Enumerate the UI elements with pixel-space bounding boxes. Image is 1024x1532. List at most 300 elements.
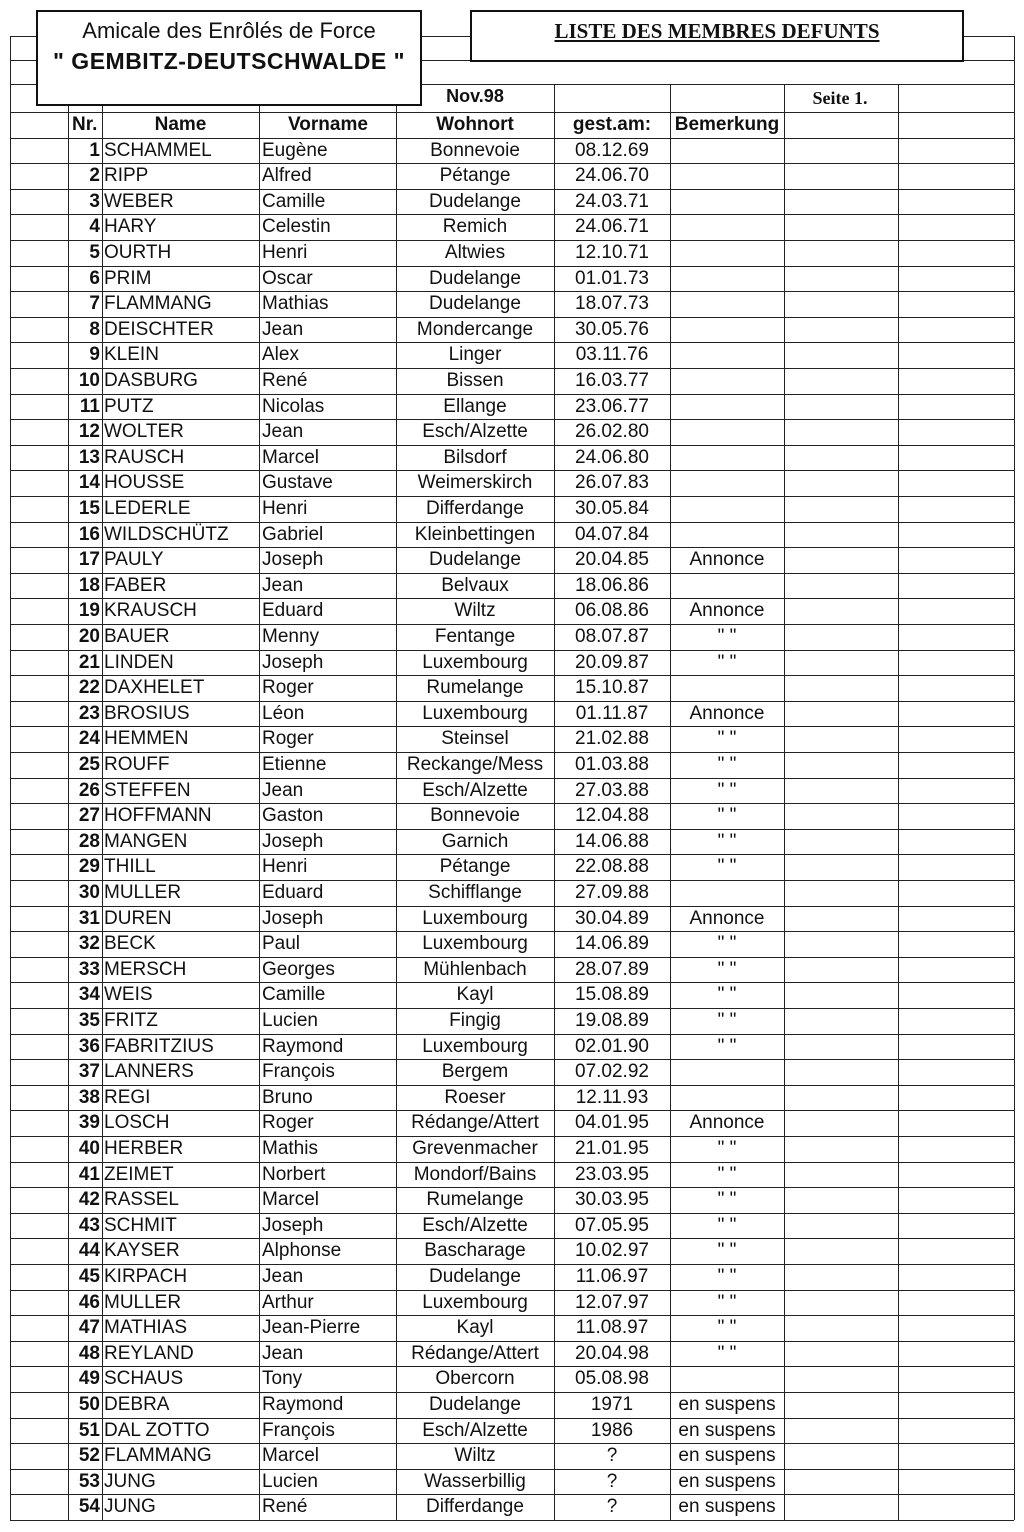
organization-subtitle: " GEMBITZ-DEUTSCHWALDE " xyxy=(53,48,405,74)
death-date: 08.12.69 xyxy=(575,139,649,161)
death-date: 21.01.95 xyxy=(575,1137,649,1159)
last-name: PAULY xyxy=(104,549,164,571)
first-name: Marcel xyxy=(262,446,320,468)
death-date: 30.05.76 xyxy=(575,318,649,340)
death-date: 27.03.88 xyxy=(575,779,649,801)
death-date: 07.02.92 xyxy=(575,1061,649,1083)
residence: Luxembourg xyxy=(422,933,528,955)
remark xyxy=(672,522,782,547)
remark xyxy=(672,291,782,316)
remark: " " xyxy=(717,1009,737,1031)
row-number: 9 xyxy=(89,344,100,366)
death-date: 26.07.83 xyxy=(575,472,649,494)
residence: Fentange xyxy=(434,625,516,647)
death-date: 16.03.77 xyxy=(575,369,649,391)
death-date: 12.11.93 xyxy=(575,1086,649,1108)
residence: Ellange xyxy=(443,395,507,417)
first-name: Gaston xyxy=(262,805,324,827)
first-name: Eduard xyxy=(262,881,324,903)
residence: Kleinbettingen xyxy=(414,523,536,545)
last-name: SCHAUS xyxy=(104,1368,184,1390)
column-header: Bemerkung xyxy=(674,114,780,135)
residence: Bergem xyxy=(441,1061,509,1083)
residence: Wiltz xyxy=(454,1445,496,1467)
row-number: 52 xyxy=(78,1445,100,1467)
row-number: 40 xyxy=(78,1137,100,1159)
first-name: Jean xyxy=(262,421,304,443)
row-number: 39 xyxy=(78,1112,100,1134)
last-name: LANNERS xyxy=(104,1061,194,1083)
residence: Dudelange xyxy=(429,293,521,315)
document-date: Nov.98 xyxy=(446,86,504,106)
first-name: Camille xyxy=(262,190,326,212)
last-name: DAXHELET xyxy=(104,677,205,699)
death-date: 12.07.97 xyxy=(575,1291,649,1313)
death-date: 20.04.98 xyxy=(575,1342,649,1364)
last-name: BAUER xyxy=(104,625,170,647)
remark: Annonce xyxy=(689,1112,765,1134)
first-name: Eugène xyxy=(262,139,328,161)
row-number: 38 xyxy=(78,1086,100,1108)
remark xyxy=(672,368,782,393)
row-number: 44 xyxy=(78,1240,100,1262)
remark: Annonce xyxy=(689,600,765,622)
last-name: SCHAMMEL xyxy=(104,139,212,161)
remark: " " xyxy=(717,779,737,801)
first-name: Joseph xyxy=(262,549,324,571)
last-name: MATHIAS xyxy=(104,1317,188,1339)
remark xyxy=(672,394,782,419)
first-name: Jean-Pierre xyxy=(262,1317,361,1339)
remark xyxy=(672,496,782,521)
first-name: Lucien xyxy=(262,1470,318,1492)
residence: Bilsdorf xyxy=(443,446,507,468)
first-name: Nicolas xyxy=(262,395,325,417)
remark: Annonce xyxy=(689,549,765,571)
first-name: Roger xyxy=(262,728,314,750)
first-name: René xyxy=(262,369,308,391)
grid-vline xyxy=(898,84,899,1520)
row-number: 18 xyxy=(78,574,100,596)
row-number: 51 xyxy=(78,1419,100,1441)
residence: Luxembourg xyxy=(422,907,528,929)
first-name: Roger xyxy=(262,1112,314,1134)
residence: Remich xyxy=(442,216,508,238)
death-date: 06.08.86 xyxy=(575,600,649,622)
death-date: 01.11.87 xyxy=(575,702,649,724)
remark: " " xyxy=(717,984,737,1006)
residence: Esch/Alzette xyxy=(422,421,528,443)
row-number: 43 xyxy=(78,1214,100,1236)
death-date: 03.11.76 xyxy=(575,344,649,366)
death-date: ? xyxy=(606,1470,618,1492)
column-header: gest.am: xyxy=(572,114,652,135)
remark: en suspens xyxy=(678,1419,776,1441)
row-number: 28 xyxy=(78,830,100,852)
first-name: Alex xyxy=(262,344,299,366)
death-date: 19.08.89 xyxy=(575,1009,649,1031)
first-name: Raymond xyxy=(262,1035,344,1057)
first-name: Georges xyxy=(262,958,335,980)
last-name: KAYSER xyxy=(104,1240,180,1262)
row-number: 4 xyxy=(89,216,100,238)
residence: Wiltz xyxy=(454,600,496,622)
first-name: Menny xyxy=(262,625,320,647)
last-name: MULLER xyxy=(104,1291,182,1313)
remark: " " xyxy=(717,1137,737,1159)
last-name: FABRITZIUS xyxy=(104,1035,214,1057)
row-number: 10 xyxy=(78,369,100,391)
first-name: Oscar xyxy=(262,267,313,289)
first-name: Léon xyxy=(262,702,305,724)
death-date: 10.02.97 xyxy=(575,1240,649,1262)
row-number: 53 xyxy=(78,1470,100,1492)
column-header: Nr. xyxy=(72,114,98,135)
row-number: 8 xyxy=(89,318,100,340)
residence: Belvaux xyxy=(441,574,509,596)
death-date: 26.02.80 xyxy=(575,421,649,443)
remark: " " xyxy=(717,856,737,878)
residence: Luxembourg xyxy=(422,1291,528,1313)
remark xyxy=(672,470,782,495)
remark: " " xyxy=(717,830,737,852)
death-date: 11.08.97 xyxy=(575,1317,649,1339)
residence: Mondercange xyxy=(416,318,534,340)
residence: Steinsel xyxy=(441,728,509,750)
last-name: JUNG xyxy=(104,1470,156,1492)
remark xyxy=(672,138,782,163)
residence: Rumelange xyxy=(426,1189,524,1211)
remark: en suspens xyxy=(678,1470,776,1492)
remark: en suspens xyxy=(678,1393,776,1415)
death-date: 22.08.88 xyxy=(575,856,649,878)
death-date: 30.04.89 xyxy=(575,907,649,929)
residence: Bonnevoie xyxy=(430,139,520,161)
row-number: 41 xyxy=(78,1163,100,1185)
row-number: 15 xyxy=(78,497,100,519)
residence: Esch/Alzette xyxy=(422,779,528,801)
residence: Pétange xyxy=(439,165,511,187)
grid-vline xyxy=(1014,36,1015,1520)
first-name: Roger xyxy=(262,677,314,699)
residence: Esch/Alzette xyxy=(422,1419,528,1441)
organization-box xyxy=(36,10,422,106)
death-date: 28.07.89 xyxy=(575,958,649,980)
death-date: 08.07.87 xyxy=(575,625,649,647)
row-number: 30 xyxy=(78,881,100,903)
first-name: Tony xyxy=(262,1368,303,1390)
first-name: Norbert xyxy=(262,1163,326,1185)
first-name: Gustave xyxy=(262,472,333,494)
last-name: DASBURG xyxy=(104,369,198,391)
death-date: 1971 xyxy=(590,1393,634,1415)
grid-vline xyxy=(784,84,785,1520)
last-name: KRAUSCH xyxy=(104,600,197,622)
first-name: Marcel xyxy=(262,1445,320,1467)
remark: en suspens xyxy=(678,1496,776,1518)
remark xyxy=(672,880,782,905)
last-name: BECK xyxy=(104,933,156,955)
remark xyxy=(672,342,782,367)
first-name: Joseph xyxy=(262,907,324,929)
first-name: Henri xyxy=(262,497,308,519)
remark: " " xyxy=(717,1214,737,1236)
last-name: REGI xyxy=(104,1086,151,1108)
first-name: Alphonse xyxy=(262,1240,342,1262)
residence: Bissen xyxy=(446,369,504,391)
first-name: Paul xyxy=(262,933,301,955)
death-date: 14.06.89 xyxy=(575,933,649,955)
first-name: Etienne xyxy=(262,753,327,775)
residence: Differdange xyxy=(426,1496,524,1518)
first-name: Jean xyxy=(262,1265,304,1287)
remark: " " xyxy=(717,651,737,673)
last-name: LOSCH xyxy=(104,1112,170,1134)
column-header: Vorname xyxy=(288,114,368,135)
last-name: RASSEL xyxy=(104,1189,179,1211)
death-date: 24.06.80 xyxy=(575,446,649,468)
grid-vline xyxy=(554,84,555,1520)
row-number: 37 xyxy=(78,1061,100,1083)
remark: " " xyxy=(717,728,737,750)
last-name: RIPP xyxy=(104,165,149,187)
death-date: 24.06.71 xyxy=(575,216,649,238)
row-number: 33 xyxy=(78,958,100,980)
row-number: 50 xyxy=(78,1393,100,1415)
last-name: DUREN xyxy=(104,907,172,929)
remark: en suspens xyxy=(678,1445,776,1467)
last-name: DEBRA xyxy=(104,1393,170,1415)
death-date: 23.06.77 xyxy=(575,395,649,417)
death-date: 30.05.84 xyxy=(575,497,649,519)
row-number: 25 xyxy=(78,753,100,775)
death-date: 07.05.95 xyxy=(575,1214,649,1236)
row-number: 14 xyxy=(78,472,100,494)
first-name: Henri xyxy=(262,856,308,878)
document-title: LISTE DES MEMBRES DEFUNTS xyxy=(470,10,964,62)
remark: " " xyxy=(717,1291,737,1313)
death-date: 21.02.88 xyxy=(575,728,649,750)
first-name: Camille xyxy=(262,984,326,1006)
residence: Rédange/Attert xyxy=(411,1342,539,1364)
first-name: Henri xyxy=(262,241,308,263)
death-date: 23.03.95 xyxy=(575,1163,649,1185)
remark xyxy=(672,1059,782,1084)
death-date: 01.03.88 xyxy=(575,753,649,775)
residence: Wasserbillig xyxy=(424,1470,526,1492)
death-date: 18.07.73 xyxy=(575,293,649,315)
remark: " " xyxy=(717,753,737,775)
last-name: STEFFEN xyxy=(104,779,191,801)
last-name: HEMMEN xyxy=(104,728,189,750)
remark xyxy=(672,240,782,265)
row-number: 11 xyxy=(79,395,100,417)
first-name: Jean xyxy=(262,574,304,596)
first-name: Celestin xyxy=(262,216,331,238)
last-name: DAL ZOTTO xyxy=(104,1419,210,1441)
last-name: HARY xyxy=(104,216,157,238)
residence: Esch/Alzette xyxy=(422,1214,528,1236)
death-date: 24.06.70 xyxy=(575,165,649,187)
last-name: RAUSCH xyxy=(104,446,185,468)
residence: Bascharage xyxy=(424,1240,526,1262)
last-name: MANGEN xyxy=(104,830,188,852)
residence: Weimerskirch xyxy=(417,472,533,494)
residence: Rédange/Attert xyxy=(411,1112,539,1134)
row-number: 22 xyxy=(78,677,100,699)
death-date: 12.10.71 xyxy=(575,241,649,263)
residence: Luxembourg xyxy=(422,1035,528,1057)
row-number: 42 xyxy=(78,1189,100,1211)
row-number: 45 xyxy=(78,1265,100,1287)
row-number: 16 xyxy=(78,523,100,545)
last-name: ROUFF xyxy=(104,753,170,775)
remark xyxy=(672,445,782,470)
remark xyxy=(672,675,782,700)
death-date: ? xyxy=(606,1496,618,1518)
last-name: MULLER xyxy=(104,881,182,903)
remark xyxy=(672,573,782,598)
last-name: PUTZ xyxy=(104,395,154,417)
residence: Kayl xyxy=(456,1317,494,1339)
residence: Luxembourg xyxy=(422,651,528,673)
first-name: Mathis xyxy=(262,1137,318,1159)
first-name: René xyxy=(262,1496,308,1518)
row-number: 27 xyxy=(78,805,100,827)
first-name: Bruno xyxy=(262,1086,313,1108)
row-number: 3 xyxy=(89,190,100,212)
death-date: 15.08.89 xyxy=(575,984,649,1006)
residence: Dudelange xyxy=(429,190,521,212)
last-name: WEBER xyxy=(104,190,174,212)
row-number: 5 xyxy=(89,241,100,263)
first-name: Joseph xyxy=(262,830,324,852)
residence: Reckange/Mess xyxy=(406,753,544,775)
column-header: Wohnort xyxy=(436,114,514,135)
remark: " " xyxy=(717,625,737,647)
first-name: François xyxy=(262,1419,335,1441)
death-date: 27.09.88 xyxy=(575,881,649,903)
death-date: 24.03.71 xyxy=(575,190,649,212)
last-name: WILDSCHÜTZ xyxy=(104,523,229,545)
death-date: 20.04.85 xyxy=(575,549,649,571)
first-name: Marcel xyxy=(262,1189,320,1211)
last-name: ZEIMET xyxy=(104,1163,174,1185)
death-date: 04.01.95 xyxy=(575,1112,649,1134)
last-name: FLAMMANG xyxy=(104,293,212,315)
first-name: Mathias xyxy=(262,293,329,315)
residence: Dudelange xyxy=(429,1265,521,1287)
last-name: JUNG xyxy=(104,1496,156,1518)
row-number: 21 xyxy=(78,651,100,673)
row-number: 54 xyxy=(78,1496,100,1518)
last-name: REYLAND xyxy=(104,1342,194,1364)
last-name: LEDERLE xyxy=(104,497,191,519)
residence: Linger xyxy=(448,344,502,366)
last-name: OURTH xyxy=(104,241,172,263)
first-name: Jean xyxy=(262,318,304,340)
death-date: 14.06.88 xyxy=(575,830,649,852)
row-number: 1 xyxy=(89,139,100,161)
first-name: Jean xyxy=(262,779,304,801)
last-name: PRIM xyxy=(104,267,152,289)
residence: Differdange xyxy=(426,497,524,519)
remark: " " xyxy=(717,933,737,955)
column-header: Name xyxy=(154,114,207,135)
first-name: Gabriel xyxy=(262,523,324,545)
remark xyxy=(672,1085,782,1110)
row-number: 35 xyxy=(78,1009,100,1031)
death-date: 18.06.86 xyxy=(575,574,649,596)
last-name: SCHMIT xyxy=(104,1214,177,1236)
last-name: KLEIN xyxy=(104,344,159,366)
row-number: 12 xyxy=(78,421,100,443)
death-date: 05.08.98 xyxy=(575,1368,649,1390)
residence: Mühlenbach xyxy=(423,958,527,980)
death-date: 02.01.90 xyxy=(575,1035,649,1057)
residence: Dudelange xyxy=(429,267,521,289)
remark: " " xyxy=(717,1189,737,1211)
last-name: BROSIUS xyxy=(104,702,190,724)
remark xyxy=(672,419,782,444)
residence: Rumelange xyxy=(426,677,524,699)
first-name: François xyxy=(262,1061,335,1083)
death-date: 12.04.88 xyxy=(575,805,649,827)
last-name: WOLTER xyxy=(104,421,184,443)
last-name: HOFFMANN xyxy=(104,805,212,827)
last-name: THILL xyxy=(104,856,156,878)
first-name: Raymond xyxy=(262,1393,344,1415)
residence: Altwies xyxy=(444,241,506,263)
row-number: 48 xyxy=(78,1342,100,1364)
remark xyxy=(672,189,782,214)
last-name: FRITZ xyxy=(104,1009,158,1031)
remark xyxy=(672,317,782,342)
row-number: 26 xyxy=(78,779,100,801)
residence: Garnich xyxy=(441,830,509,852)
last-name: HERBER xyxy=(104,1137,184,1159)
row-number: 31 xyxy=(78,907,100,929)
residence: Dudelange xyxy=(429,549,521,571)
grid-vline xyxy=(102,84,103,1520)
last-name: KIRPACH xyxy=(104,1265,188,1287)
residence: Luxembourg xyxy=(422,702,528,724)
residence: Grevenmacher xyxy=(412,1137,538,1159)
residence: Pétange xyxy=(439,856,511,878)
row-number: 2 xyxy=(89,165,100,187)
row-number: 13 xyxy=(78,446,100,468)
remark: " " xyxy=(717,1317,737,1339)
death-date: 15.10.87 xyxy=(575,677,649,699)
remark xyxy=(672,214,782,239)
remark xyxy=(672,266,782,291)
row-number: 47 xyxy=(78,1317,100,1339)
last-name: WEIS xyxy=(104,984,153,1006)
last-name: DEISCHTER xyxy=(104,318,214,340)
death-date: ? xyxy=(606,1445,618,1467)
row-number: 34 xyxy=(78,984,100,1006)
remark: Annonce xyxy=(689,702,765,724)
last-name: FLAMMANG xyxy=(104,1445,212,1467)
remark: " " xyxy=(717,1265,737,1287)
row-number: 49 xyxy=(78,1368,100,1390)
row-number: 19 xyxy=(78,600,100,622)
remark: " " xyxy=(717,1163,737,1185)
death-date: 01.01.73 xyxy=(575,267,649,289)
first-name: Joseph xyxy=(262,1214,324,1236)
first-name: Alfred xyxy=(262,165,312,187)
remark: " " xyxy=(717,1342,737,1364)
